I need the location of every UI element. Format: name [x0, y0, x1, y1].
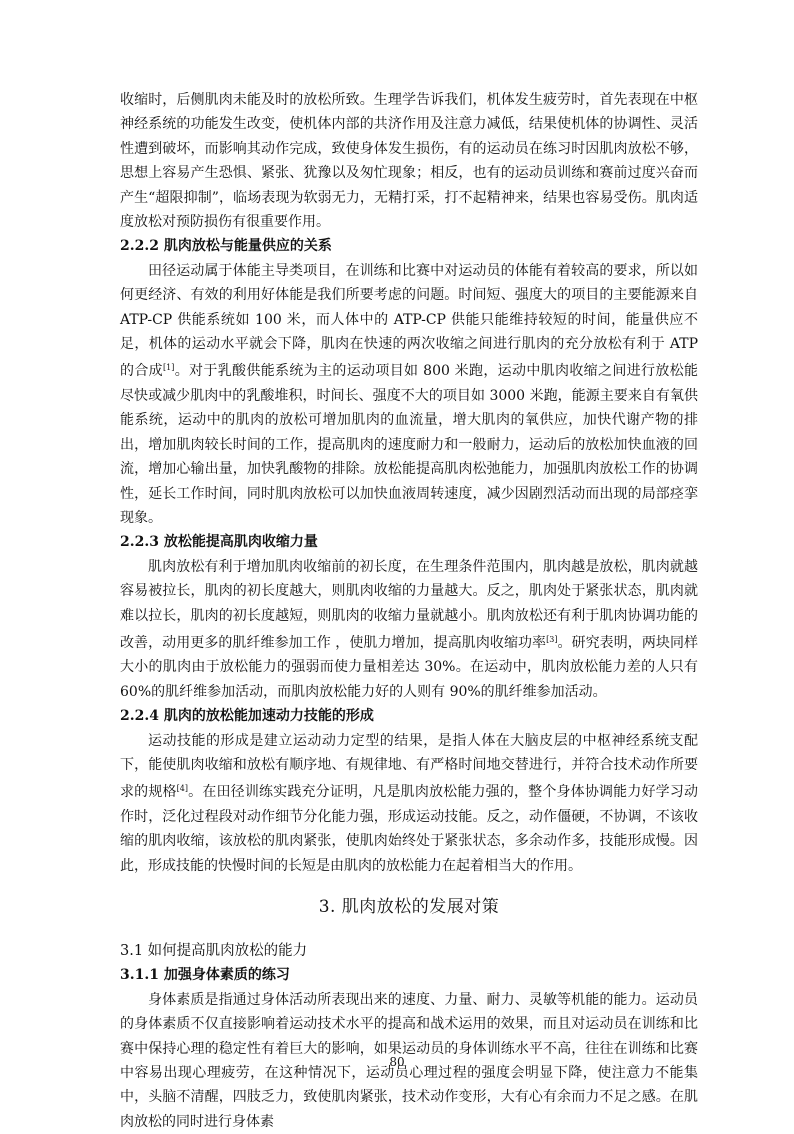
citation-1: [1]	[163, 363, 175, 373]
chapter-heading-3: 3. 肌肉放松的发展对策	[318, 897, 500, 917]
paragraph-motor-skill-part1: 运动技能的形成是建立运动动力定型的结果，是指人体在大脑皮层的中枢神经系统支配下，能使肌肉收缩和放松有顺序地、有规律地、有严格时间地交替进行，并符合技术动作所要求的规格	[120, 732, 698, 801]
paragraph-contraction-force-part2: 。研究表明，两块同样大小的肌肉由于放松能力的强弱而使力量相差达 30%。在运动中，肌肉放松能力差的人只有 60%的肌纤维参加活动，而肌肉放松能力好的人则有 90%的肌纤维参加活动。	[120, 634, 699, 700]
citation-3: [3]	[546, 634, 558, 644]
heading-2-2-2: 2.2.2 肌肉放松与能量供应的关系	[120, 238, 332, 255]
paragraph-energy-supply-part1: 田径运动属于体能主导类项目，在训练和比赛中对运动员的体能有着较高的要求，所以如何更经济、有效的利用好体能是我们所要考虑的问题。时间短、强度大的项目的主要能源来自 ATP-CP 供能系统如 100 米，而人体中的 ATP-CP 供能只能维持较短的时间，能量供应不足，机体的运动水平就会下降，肌肉在快速的两次收缩之间进行肌肉的充分放松有利于 ATP 的合成	[120, 262, 698, 380]
paragraph-motor-skill-part2: 。在田径训练实践充分证明，凡是肌肉放松能力强的，整个身体协调能力好学习动作时，泛化过程段对动作细节分化能力强，形成运动技能。反之，动作僵硬，不协调，不该收缩的肌肉收缩，该放松的肌肉紧张，使肌肉始终处于紧张状态，多余动作多，技能形成慢。因此，形成技能的快慢时间的长短是由肌肉的放松能力在起着相当大的作用。	[120, 784, 699, 874]
paragraph-energy-supply	[120, 259, 698, 530]
paragraph-fatigue: 收缩时，后侧肌肉未能及时的放松所致。生理学告诉我们，机体发生疲劳时，首先表现在中枢神经系统的功能发生改变，使机体内部的共济作用及注意力减低，结果使机体的协调性、灵活性遭到破坏，而影响其动作完成，致使身体发生损伤，有的运动员在练习时因肌肉放松不够，思想上容易产生恐惧、紧张、犹豫以及匆忙现象；相反，也有的运动员训练和赛前过度兴奋而产生“超限抑制”，临场表现为软弱无力，无精打采，打不起精神来，结果也容易受伤。肌肉适度放松对预防损伤有很重要作用。	[120, 92, 698, 231]
spacer	[120, 917, 698, 939]
spacer	[120, 878, 698, 892]
heading-3-1-1: 3.1.1 加强身体素质的练习	[120, 967, 290, 984]
heading-2-2-4: 2.2.4 肌肉的放松能加速动力技能的形成	[120, 708, 374, 725]
page-number: 80	[389, 1055, 405, 1069]
document-body	[120, 88, 698, 1134]
paragraph-motor-skill	[120, 729, 698, 878]
paragraph-contraction-force-part1: 肌肉放松有利于增加肌肉收缩前的初长度，在生理条件范围内，肌肉越是放松，肌肉就越容易被拉长，肌肉的初长度越大，则肌肉收缩的力量越大。反之，肌肉处于紧张状态，肌肉就难以拉长，肌肉的初长度越短，则肌肉的收缩力量就越小。肌肉放松还有利于肌肉协调功能的改善，动用更多的肌纤维参加工作 ，使肌力增加，提高肌肉收缩功率	[120, 558, 698, 651]
paragraph-physical-quality: 身体素质是指通过身体活动所表现出来的速度、力量、耐力、灵敏等机能的能力。运动员的身体素质不仅直接影响着运动技术水平的提高和战术运用的效果，而且对运动员在训练和比赛中保持心理的稳定性有着巨大的影响，如果运动员的身体训练水平不高，往往在训练和比赛中容易出现心理疲劳，在这种情况下，运动员心理过程的强度会明显下降，使注意力不能集中，头脑不清醒，四肢乏力，致使肌肉紧张，技术动作变形，大有心有余而力不足之感。在肌肉放松的同时进行身体素	[120, 991, 698, 1130]
paragraph-energy-supply-part2: 。对于乳酸供能系统为主的运动项目如 800 米跑，运动中肌肉收缩之间进行放松能尽快或减少肌肉中的乳酸堆积，时间长、强度不大的项目如 3000 米跑，能源主要来自有氧供能系统，运动中的肌肉的放松可增加肌肉的血流量，增大肌肉的氧供应，加快代谢产物的排出，增加肌肉较长时间的工作，提高肌肉的速度耐力和一般耐力，运动后的放松加快血液的回流，增加心输出量，加快乳酸物的排除。放松能提高肌肉松弛能力，加强肌肉放松工作的协调性，延长工作时间，同时肌肉放松可以加快血液周转速度，减少因剧烈活动而出现的局部痉挛现象。	[120, 363, 699, 526]
heading-2-2-3: 2.2.3 放松能提高肌肉收缩力量	[120, 534, 318, 551]
paragraph-contraction-force	[120, 555, 698, 704]
heading-3-1: 3.1 如何提高肌肉放松的能力	[120, 943, 308, 959]
citation-4: [4]	[176, 784, 189, 794]
